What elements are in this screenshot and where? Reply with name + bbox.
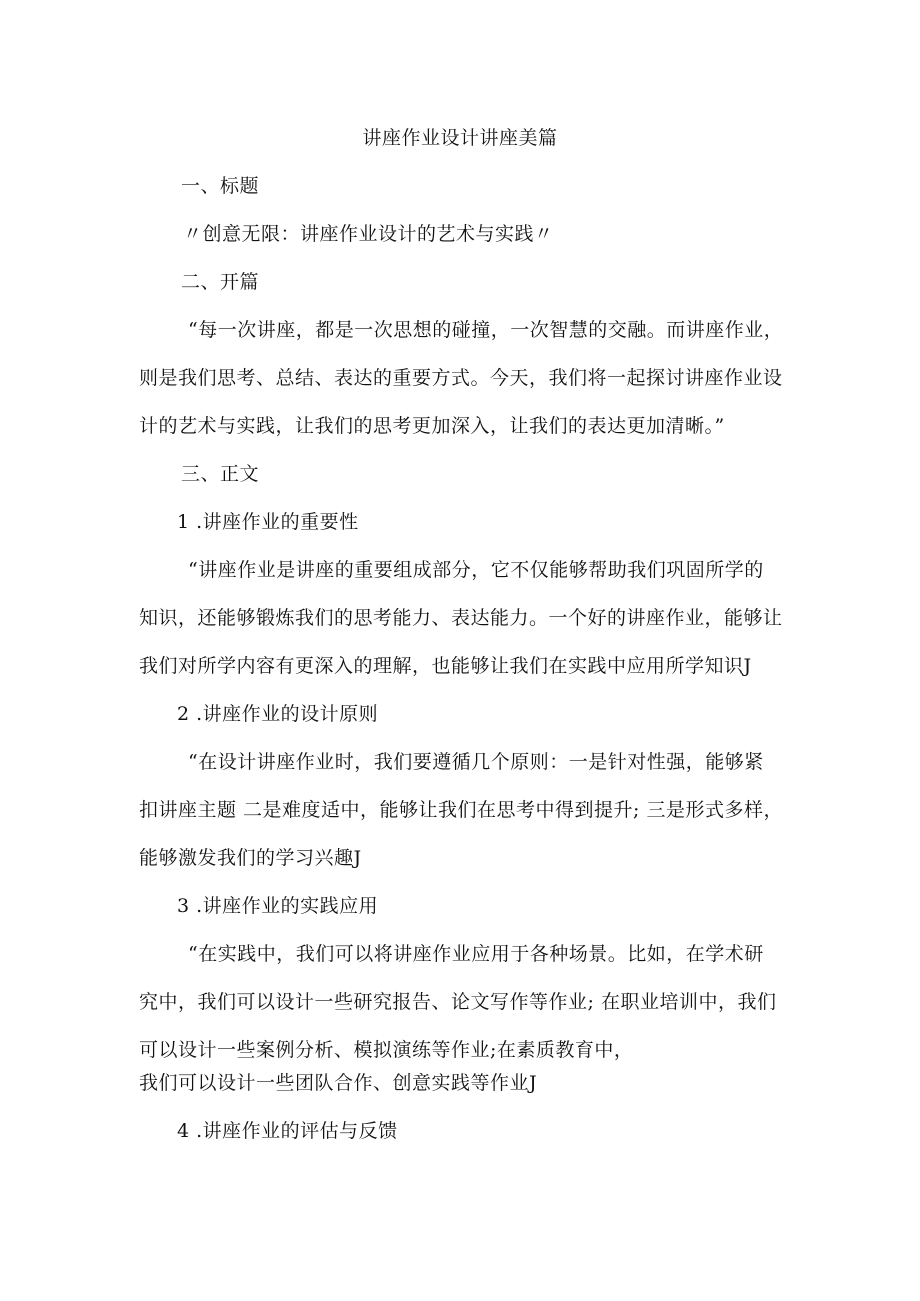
item-1-title: 1 .讲座作业的重要性 — [177, 511, 359, 533]
item-3-line-2: 究中，我们可以设计一些研究报告、论文写作等作业; 在职业培训中，我们 — [139, 991, 777, 1013]
item-1-line-2: 知识，还能够锻炼我们的思考能力、表达能力。一个好的讲座作业，能够让 — [139, 607, 783, 629]
opening-line-3: 计的艺术与实践，让我们的思考更加深入，让我们的表达更加清晰。” — [139, 415, 725, 437]
item-3-line-4: 我们可以设计一些团队合作、创意实践等作业J — [139, 1072, 538, 1094]
subtitle-text: 〃创意无限：讲座作业设计的艺术与实践〃 — [183, 223, 554, 245]
document-title: 讲座作业设计讲座美篇 — [362, 127, 558, 149]
item-4-title: 4 .讲座作业的评估与反馈 — [177, 1120, 398, 1142]
opening-line-2: 则是我们思考、总结、表达的重要方式。今天，我们将一起探讨讲座作业设 — [139, 367, 783, 389]
item-3-line-1: “在实践中，我们可以将讲座作业应用于各种场景。比如，在学术研 — [188, 943, 764, 965]
item-1-line-3: 我们对所学内容有更深入的理解，也能够让我们在实践中应用所学知识J — [139, 655, 752, 677]
heading-title-section: 一、标题 — [181, 175, 260, 197]
item-3-line-3: 可以设计一些案例分析、模拟演练等作业;在素质教育中， — [139, 1039, 634, 1061]
item-2-line-2: 扣讲座主题 二是难度适中，能够让我们在思考中得到提升; 三是形式多样， — [139, 799, 783, 821]
item-1-line-1: “讲座作业是讲座的重要组成部分，它不仅能够帮助我们巩固所学的 — [188, 559, 764, 581]
item-3-title: 3 .讲座作业的实践应用 — [177, 895, 379, 917]
heading-body: 三、正文 — [181, 463, 260, 485]
item-2-line-3: 能够激发我们的学习兴趣J — [139, 847, 362, 869]
item-2-line-1: “在设计讲座作业时，我们要遵循几个原则：一是针对性强，能够紧 — [188, 751, 764, 773]
opening-line-1: “每一次讲座，都是一次思想的碰撞，一次智慧的交融。而讲座作业， — [188, 319, 784, 341]
item-2-title: 2 .讲座作业的设计原则 — [177, 703, 379, 725]
heading-opening: 二、开篇 — [181, 271, 260, 293]
